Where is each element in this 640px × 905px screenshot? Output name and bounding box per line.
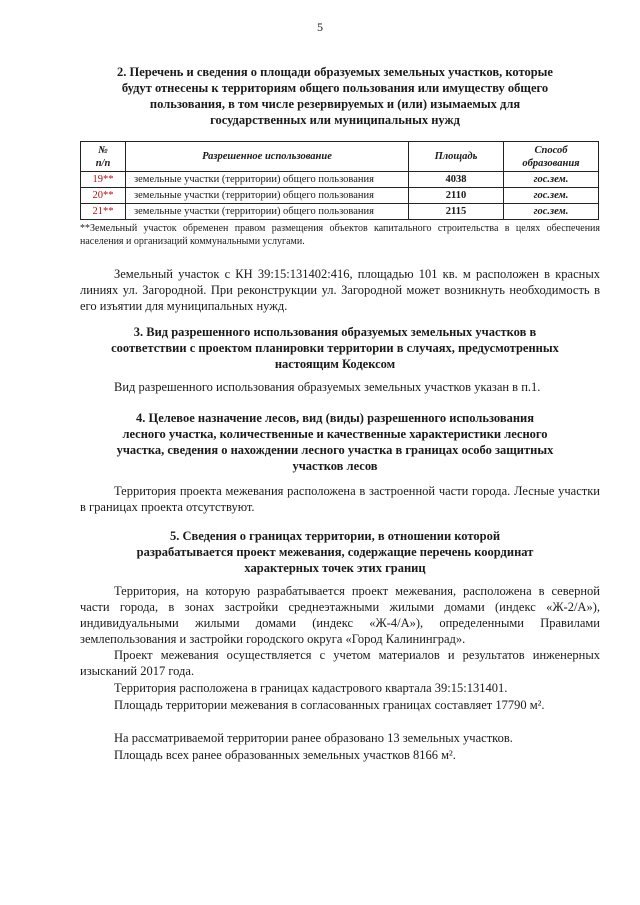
row-method: гос.зем. bbox=[504, 172, 599, 188]
section-4-heading bbox=[70, 410, 600, 474]
row-use: земельные участки (территории) общего пользования bbox=[126, 188, 409, 204]
heading-line: 2. Перечень и сведения о площади образуемых земельных участков, которые bbox=[117, 65, 553, 79]
section-3-heading bbox=[70, 324, 600, 372]
section-2-heading bbox=[70, 64, 600, 128]
row-use: земельные участки (территории) общего пользования bbox=[126, 204, 409, 220]
section-5-heading bbox=[70, 528, 600, 576]
page-number: 5 bbox=[317, 20, 323, 34]
table-row bbox=[81, 172, 599, 188]
table-header-row bbox=[81, 142, 599, 172]
heading-line: характерных точек этих границ bbox=[244, 561, 426, 575]
heading-line: 5. Сведения о границах территории, в отношении которой bbox=[169, 529, 501, 543]
paragraph-section-4: Территория проекта межевания расположена в застроенной части города. Лесные участки в границах проекта отсутствуют. bbox=[80, 484, 600, 514]
heading-line: будут отнесены к территориям общего пользования или имуществу общего bbox=[121, 81, 549, 95]
header-area: Площадь bbox=[409, 142, 504, 172]
paragraph-section-5-survey: Проект межевания осуществляется с учетом материалов и результатов инженерных изысканий 2017 года. bbox=[80, 648, 600, 678]
heading-line: настоящим Кодексом bbox=[274, 357, 396, 371]
row-num: 20** bbox=[81, 188, 126, 204]
row-num: 21** bbox=[81, 204, 126, 220]
table-footnote: **Земельный участок обременен правом размещения объектов капитального строительства в целях обеспечения населения и организаций коммунальными услугами. bbox=[80, 223, 600, 247]
land-plots-table bbox=[80, 141, 599, 220]
heading-line: 4. Целевое назначение лесов, вид (виды) разрешенного использования bbox=[135, 411, 535, 425]
heading-line: разрабатывается проект межевания, содержащие перечень координат bbox=[136, 545, 534, 559]
header-use: Разрешенное использование bbox=[126, 142, 409, 172]
paragraph-section-5-count: На рассматриваемой территории ранее образовано 13 земельных участков. bbox=[114, 731, 513, 745]
paragraph-section-5-area: Площадь территории межевания в согласованных границах составляет 17790 м². bbox=[114, 698, 545, 712]
row-num: 19** bbox=[81, 172, 126, 188]
heading-line: лесного участка, количественные и качественные характеристики лесного bbox=[122, 427, 548, 441]
row-method: гос.зем. bbox=[504, 188, 599, 204]
paragraph-section-5-total-area: Площадь всех ранее образованных земельных участков 8166 м². bbox=[114, 748, 456, 762]
heading-line: 3. Вид разрешенного использования образуемых земельных участков в bbox=[133, 325, 537, 339]
row-method: гос.зем. bbox=[504, 204, 599, 220]
row-use: земельные участки (территории) общего пользования bbox=[126, 172, 409, 188]
paragraph-section-5-territory: Территория, на которую разрабатывается проект межевания, расположена в северной части города, в зонах застройки среднеэтажными жилыми домами (индекс «Ж-2/А»), индивидуальными жилыми домами (индекс «Ж-4/А»), определенными Правилами землепользования и застройки городского округа «Город Калининград». bbox=[80, 584, 600, 646]
heading-line: участка, сведения о нахождении лесного участка в границах особо защитных bbox=[116, 443, 554, 457]
paragraph-section-3: Вид разрешенного использования образуемых земельных участков указан в п.1. bbox=[114, 380, 541, 394]
paragraph-section-5-quarter: Территория расположена в границах кадастрового квартала 39:15:131401. bbox=[114, 681, 508, 695]
heading-line: участков лесов bbox=[292, 459, 378, 473]
paragraph-kn: Земельный участок с КН 39:15:131402:416, площадью 101 кв. м расположен в красных линиях ул. Загородной. При реконструкции ул. Загородной может возникнуть необходимость в его изъятии для муниципальных нужд. bbox=[80, 267, 600, 313]
table-row bbox=[81, 204, 599, 220]
row-area: 2110 bbox=[409, 188, 504, 204]
header-method: Способ образования bbox=[504, 142, 599, 172]
table-row bbox=[81, 188, 599, 204]
heading-line: государственных или муниципальных нужд bbox=[210, 113, 460, 127]
row-area: 4038 bbox=[409, 172, 504, 188]
heading-line: соответствии с проектом планировки территории в случаях, предусмотренных bbox=[111, 341, 559, 355]
heading-line: пользования, в том числе резервируемых и (или) изымаемых для bbox=[149, 97, 521, 111]
header-num: № п/п bbox=[81, 142, 126, 172]
row-area: 2115 bbox=[409, 204, 504, 220]
